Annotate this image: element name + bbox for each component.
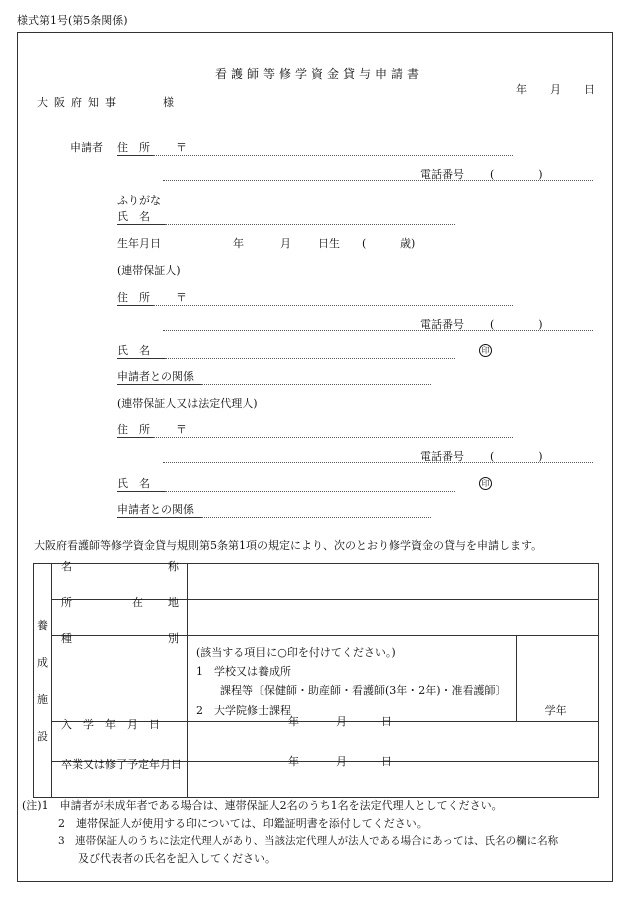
facility-location-label: 所 在 地 <box>51 600 187 636</box>
applicant-address-label: 住 所 <box>117 141 150 154</box>
note-2: 2 連帯保証人が使用する印については、印鑑証明書を添付してください。 <box>58 817 428 830</box>
facility-name-label: 名 称 <box>51 564 187 600</box>
applicant-name-underline <box>117 224 165 225</box>
date-day: 日 <box>584 83 595 96</box>
grade-field[interactable] <box>516 636 598 722</box>
birth-label: 生年月日 <box>117 237 161 250</box>
graduation-date-field[interactable]: 年 月 日 <box>187 762 598 798</box>
guarantor-relation-underline <box>117 384 201 385</box>
guarantor-name-label: 氏 名 <box>117 344 150 357</box>
guarantor2-name-field[interactable] <box>165 491 455 492</box>
applicant-address-field[interactable] <box>153 155 513 156</box>
guarantor-address-field[interactable] <box>153 305 513 306</box>
guarantor2-address-underline <box>117 437 153 438</box>
guarantor2-phone-label: 電話番号 <box>420 450 464 463</box>
guarantor2-address-field[interactable] <box>153 437 513 438</box>
applicant-postal-mark: 〒 <box>176 141 187 154</box>
applicant-name-label: 氏 名 <box>117 210 150 223</box>
applicant-furigana-label: ふりがな <box>117 194 161 207</box>
applicant-phone-parens: ( ) <box>490 168 543 181</box>
guarantor-relation-field[interactable] <box>201 384 431 385</box>
type-option-1[interactable]: 1 学校又は養成所 <box>195 665 291 678</box>
type-instruction: (該当する項目に○印を付けてください。) <box>195 646 396 659</box>
note-3b: 及び代表者の氏名を記入してください。 <box>78 852 276 865</box>
guarantor-address-underline <box>117 305 153 306</box>
guarantor-address-label: 住 所 <box>117 291 150 304</box>
guarantor-name-field[interactable] <box>165 358 455 359</box>
facility-name-field[interactable] <box>187 564 598 600</box>
guarantor2-relation-field[interactable] <box>201 517 431 518</box>
facility-table <box>33 560 599 798</box>
type-option-2[interactable]: 2 大学院修士課程 <box>195 704 291 717</box>
grade-suffix: 学年 <box>544 704 567 717</box>
facility-location-field[interactable] <box>187 600 598 636</box>
birth-month: 月 <box>280 237 291 250</box>
guarantor-heading: (連帯保証人) <box>117 264 181 277</box>
note-1: (注)1 申請者が未成年者である場合は、連帯保証人2名のうち1名を法定代理人としてください。 <box>22 799 503 812</box>
seal-icon: 印 <box>479 344 492 357</box>
admission-date-field[interactable]: 年 月 日 <box>187 722 598 762</box>
guarantor2-seal <box>479 477 492 490</box>
applicant-address-underline <box>117 155 153 156</box>
age-open: ( <box>362 237 367 250</box>
facility-type-label: 種 別 <box>51 636 187 722</box>
admission-date-label: 入 学 年 月 日 <box>51 722 187 762</box>
guarantor2-name-label: 氏 名 <box>117 477 150 490</box>
addressee-suffix: 様 <box>163 96 174 109</box>
guarantor2-relation-underline <box>117 517 201 518</box>
guarantor-name-underline <box>117 358 165 359</box>
facility-side-label: 養 成 施 設 <box>34 564 52 798</box>
guarantor-phone-parens: ( ) <box>490 318 543 331</box>
guarantor-phone-label: 電話番号 <box>420 318 464 331</box>
date-year: 年 <box>516 83 527 96</box>
applicant-label: 申請者 <box>70 141 103 154</box>
guarantor2-name-underline <box>117 491 165 492</box>
addressee: 大阪府知事 <box>37 96 122 109</box>
applicant-phone-label: 電話番号 <box>420 168 464 181</box>
guarantor2-heading: (連帯保証人又は法定代理人) <box>117 397 258 410</box>
guarantor2-phone-parens: ( ) <box>490 450 543 463</box>
type-option-1-sub[interactable]: 課程等〔保健師・助産師・看護師(3年・2年)・准看護師〕 <box>219 684 507 697</box>
age-close: 歳) <box>400 237 416 250</box>
guarantor2-address-label: 住 所 <box>117 423 150 436</box>
statement: 大阪府看護師等修学資金貸与規則第5条第1項の規定により、次のとおり修学資金の貸与を申請します。 <box>34 539 543 552</box>
applicant-name-field[interactable] <box>165 224 455 225</box>
guarantor-seal <box>479 344 492 357</box>
seal-icon: 印 <box>479 477 492 490</box>
note-3a: 3 連帯保証人のうちに法定代理人があり、当該法定代理人が法人である場合にあっては、氏名の欄に名称 <box>58 835 559 847</box>
birth-day: 日生 <box>318 237 340 250</box>
guarantor-postal-mark: 〒 <box>176 291 187 304</box>
birth-year: 年 <box>233 237 244 250</box>
guarantor-relation-label: 申請者との関係 <box>117 370 194 383</box>
graduation-date-label: 卒業又は修了予定年月日 <box>51 762 187 798</box>
date-month: 月 <box>550 83 561 96</box>
form-number: 様式第1号(第5条関係) <box>17 14 128 27</box>
guarantor2-relation-label: 申請者との関係 <box>117 503 194 516</box>
guarantor2-postal-mark: 〒 <box>176 423 187 436</box>
form-title: 看護師等修学資金貸与申請書 <box>215 67 424 81</box>
facility-type-options[interactable] <box>187 636 516 722</box>
